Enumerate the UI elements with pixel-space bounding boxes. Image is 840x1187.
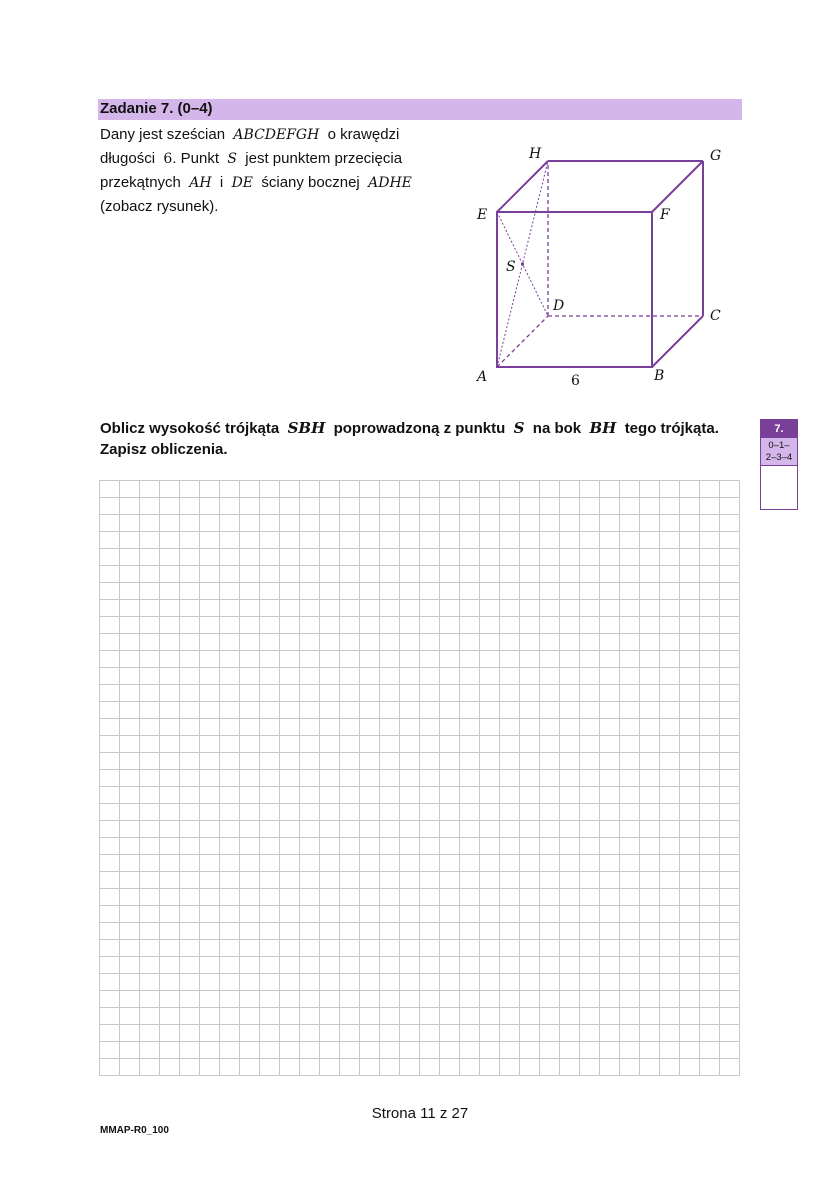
side-bh: BH bbox=[589, 419, 617, 437]
edge-bc bbox=[652, 316, 703, 367]
label-g: G bbox=[710, 148, 722, 164]
front-face bbox=[497, 212, 652, 367]
score-range-line-2: 2–3–4 bbox=[765, 452, 793, 463]
label-d: D bbox=[553, 298, 565, 314]
point-s: S bbox=[227, 151, 237, 167]
page-number: Strona 11 z 27 bbox=[371, 1105, 469, 1122]
label-b: B bbox=[654, 368, 665, 384]
face-adhe: ADHE bbox=[368, 175, 412, 191]
instruction-text-2: poprowadzoną z punktu bbox=[333, 420, 506, 437]
instruction-text-5: Zapisz obliczenia. bbox=[100, 441, 228, 458]
cube-figure bbox=[460, 135, 740, 395]
answer-grid[interactable] bbox=[99, 480, 741, 1077]
intro-text-1: Dany jest sześcian bbox=[100, 126, 226, 143]
diagonal-de: DE bbox=[231, 175, 254, 191]
task-intro bbox=[100, 123, 450, 218]
intro-text-9: (zobacz rysunek). bbox=[100, 198, 219, 215]
intro-text-4: . Punkt bbox=[172, 150, 220, 167]
instruction-point-s: S bbox=[513, 419, 525, 437]
label-c: C bbox=[710, 308, 721, 324]
triangle-sbh: SBH bbox=[287, 419, 326, 437]
intro-text-8: ściany bocznej bbox=[261, 174, 360, 191]
edge-ad-hidden bbox=[497, 316, 548, 367]
task-instruction bbox=[100, 418, 750, 460]
diagonal-ah: AH bbox=[189, 175, 212, 191]
instruction-text-4: tego trójkąta. bbox=[624, 420, 719, 437]
edge-eh bbox=[497, 161, 548, 212]
score-range-line-1: 0–1– bbox=[768, 440, 790, 451]
edge-length: 6 bbox=[163, 151, 173, 167]
score-box bbox=[760, 419, 798, 510]
label-a: A bbox=[477, 369, 488, 385]
edge-fg bbox=[652, 161, 703, 212]
cube-name: ABCDEFGH bbox=[233, 127, 320, 143]
intro-text-6: przekątnych bbox=[100, 174, 181, 191]
label-s: S bbox=[506, 259, 516, 275]
instruction-text-3: na bok bbox=[532, 420, 582, 437]
label-e: E bbox=[477, 207, 488, 223]
document-code: MMAP-R0_100 bbox=[100, 1125, 169, 1136]
edge-length-label: 6 bbox=[571, 373, 580, 389]
intro-text-2: o krawędzi bbox=[327, 126, 400, 143]
label-h: H bbox=[529, 146, 542, 162]
label-f: F bbox=[660, 207, 670, 223]
point-s-dot bbox=[521, 262, 524, 265]
instruction-text-1: Oblicz wysokość trójkąta bbox=[100, 420, 280, 437]
intro-text-7: i bbox=[219, 174, 224, 191]
task-title: Zadanie 7. (0–4) bbox=[100, 100, 213, 117]
task-header bbox=[98, 99, 742, 120]
score-task-number: 7. bbox=[761, 420, 797, 438]
score-range bbox=[761, 438, 797, 466]
intro-text-5: jest punktem przecięcia bbox=[245, 150, 403, 167]
intro-text-3: długości bbox=[100, 150, 156, 167]
